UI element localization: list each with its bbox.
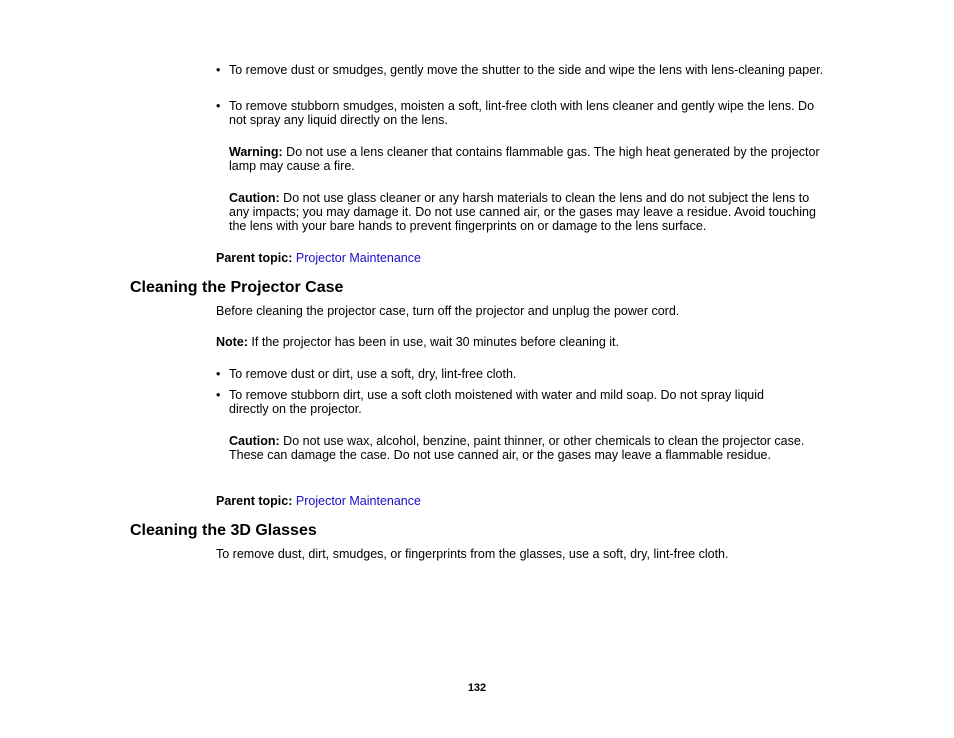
note-text: If the projector has been in use, wait 30 minutes before cleaning it.	[247, 335, 620, 349]
section-heading-3d-glasses: Cleaning the 3D Glasses	[130, 522, 317, 539]
caution-note	[229, 434, 809, 462]
case-intro: Before cleaning the projector case, turn off the projector and unplug the power cord.	[216, 304, 680, 318]
parent-topic-label: Parent topic:	[216, 251, 293, 265]
bullet-marker: •	[216, 388, 221, 402]
caution-note	[229, 191, 829, 233]
note	[216, 335, 836, 349]
caution-label: Caution:	[229, 434, 280, 448]
parent-topic-link[interactable]: Projector Maintenance	[295, 494, 421, 508]
bullet-marker: •	[216, 63, 221, 77]
parent-topic	[216, 251, 836, 265]
bullet-marker: •	[216, 99, 221, 113]
list-item: To remove stubborn smudges, moisten a soft, lint-free cloth with lens cleaner and gently wipe the lens. Do not spray any liquid directly on the lens.	[229, 99, 815, 127]
parent-topic-label: Parent topic:	[216, 494, 293, 508]
caution-text: Do not use wax, alcohol, benzine, paint thinner, or other chemicals to clean the projector case. These can damage the case. Do not use canned air, or the gases may leave a flammable residue.	[229, 434, 805, 462]
warning-text: Do not use a lens cleaner that contains flammable gas. The high heat generated by the projector lamp may cause a fire.	[229, 145, 820, 173]
note-label: Note:	[216, 335, 248, 349]
parent-topic	[216, 494, 836, 508]
caution-text: Do not use glass cleaner or any harsh materials to clean the lens and do not subject the lens to any impacts; you may damage it. Do not use canned air, or the gases may leave a residue. Avoid touching the lens with your bare hands to prevent fingerprints on or damage to the lens surface.	[229, 191, 816, 233]
bullet-marker: •	[216, 367, 221, 381]
warning-label: Warning:	[229, 145, 283, 159]
list-item: To remove dust or smudges, gently move the shutter to the side and wipe the lens with lens-cleaning paper.	[229, 63, 824, 77]
section-heading-projector-case: Cleaning the Projector Case	[130, 279, 344, 296]
glasses-intro: To remove dust, dirt, smudges, or fingerprints from the glasses, use a soft, dry, lint-free cloth.	[216, 547, 729, 561]
parent-topic-link[interactable]: Projector Maintenance	[295, 251, 421, 265]
page-number: 132	[467, 682, 487, 694]
warning-note	[229, 145, 829, 173]
caution-label: Caution:	[229, 191, 280, 205]
list-item: To remove dust or dirt, use a soft, dry, lint-free cloth.	[229, 367, 517, 381]
list-item: To remove stubborn dirt, use a soft cloth moistened with water and mild soap. Do not spray liquid directly on the projector.	[229, 388, 764, 416]
